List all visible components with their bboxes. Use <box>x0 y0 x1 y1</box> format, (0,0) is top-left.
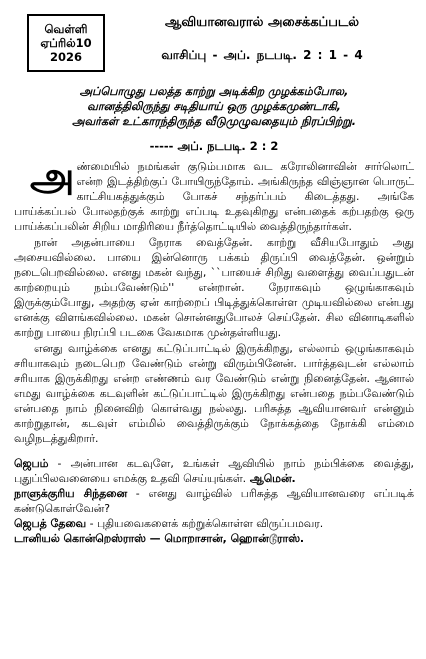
date-box <box>27 14 105 72</box>
reflection-text: - எனது வாழ்வில் பரிசுத்த ஆவியானவரை எப்படிக் கண்டுகொள்வேன்? <box>14 487 414 515</box>
prayer-need <box>14 516 414 531</box>
prayer-amen: ஆமென். <box>246 472 296 485</box>
prayer-need-text: - புதியவைகளைக் கற்றுக்கொள்ள விருப்பமவர. <box>86 517 324 530</box>
paragraph <box>14 154 414 234</box>
prayer-label: ஜெபம் <box>14 457 49 470</box>
paragraph-text: ண்மையில் நமங்கள் குடும்பமாக வட கரோலினாவின் சார்லொட் என்ற இடத்திற்குப் போயிருந்தோம். அங்கிருந்த விஞ்ஞான பொருட் காட்சியகத்துக்கும் போகச் சந்தர்ப்பம் கிடைத்தது. அங்கே பாய்க்கப்பல் போலதற்குக் காற்று எப்படி உதவுகிறது என்பதைக் கற்பதற்கு ஒரு பாய்க்கப்பலின் சிறிய மாதிரியை நீர்த்தொட்டியில் வைத்திருந்தார்கள். <box>14 160 414 233</box>
key-verse-line: அவர்கள் உட்காரந்திருந்த வீடுமுழுவதையும் நிரப்பிற்று. <box>72 115 356 128</box>
key-verse <box>14 84 414 129</box>
reflection <box>14 486 414 516</box>
reflection-label: நாளுக்குரிய சிந்தனை <box>14 487 128 500</box>
verse-reference: ----- அப். நடபடி. 2 : 2 <box>149 139 279 153</box>
page-title: ஆவியானவரால் அசைக்கப்படல் <box>164 15 360 30</box>
prayer-text: - அன்பான கடவுளே, உங்கள் ஆவியில் நாம் நம்பிக்கை வைத்து, புதுப்பிலவனையை எமக்கு உதவி செய்யுங்கள். <box>14 457 414 485</box>
reading-reference: வாசிப்பு - அப். நடபடி. 2 : 1 - 4 <box>161 48 363 62</box>
date-month-day: ஏப்ரில்10 <box>40 36 92 50</box>
paragraph: நான் அதன்பாயை நேராக வைத்தேன். காற்று வீசியபோதும் அது அசையவில்லை. பாயை இன்னொரு பக்கம் திருப்பி வைத்தேன். ஒன்றும் நடைபெறவில்லை. எனது மகன் வந்து, ``பாயைச் சிறிது வளைத்து வைப்பதுடன் காற்றையும் நம்பவேண்டும்'' என்றான். நேராகவும் ஒழுங்காகவும் இருக்கும்போது, அதற்கு ஏன் காற்றைப் பிடித்துக்கொள்ள முடியவில்லை என்பது எனக்கு விளங்கவில்லை. மகன் சொன்னதுபோலச் செய்தேன். சில வினாடிகளில் காற்று பாயை நிரப்பி படகை வேகமாக முன்தள்ளியது. <box>14 236 414 339</box>
author-line: டானியல் கொன்றெஸ்ராஸ் — மொறாசான், ஹொன்டூராஸ். <box>14 532 305 545</box>
date-day: வெள்ளி <box>44 22 88 36</box>
paragraph: எனது வாழ்க்கை எனது கட்டுப்பாட்டில் இருக்கிறது, எல்லாம் ஒழுங்காகவும் சரியாகவும் நடைபெற வேண்டும் என்று விரும்பினேன். பார்த்தவுடன் எல்லாம் சரியாக இருக்கிறது என்ற எண்ணம் வர வேண்டும் என்று நினைத்தேன். ஆனால் எமது வாழ்க்கை கடவுளின் கட்டுப்பாட்டில் இருக்கிறது என்பதை நம்பவேண்டும் என்பதை நாம் நினைவிற் கொள்வது நல்லது. பரிசுத்த ஆவியானவர் என்னும் காற்றுதான், கடவுள் எம்மில் வைத்திருக்கும் நோக்கத்தை நோக்கி எம்மை வழிநடத்துகிறார். <box>14 342 414 445</box>
key-verse-line: அப்பொழுது பலத்த காற்று அடிக்கிற முழக்கம்போல, <box>79 85 349 98</box>
key-verse-line: வானத்திலிருந்து சடிதியாய் ஒரு முழக்கமுண்டாகி, <box>87 100 341 113</box>
header <box>14 0 414 80</box>
prayer-need-label: ஜெபத் தேவை <box>14 517 87 530</box>
date-year: 2026 <box>49 50 82 64</box>
drop-cap: அ <box>30 154 75 200</box>
footer-notes <box>14 456 414 546</box>
prayer <box>14 456 414 486</box>
article-body <box>14 154 414 446</box>
